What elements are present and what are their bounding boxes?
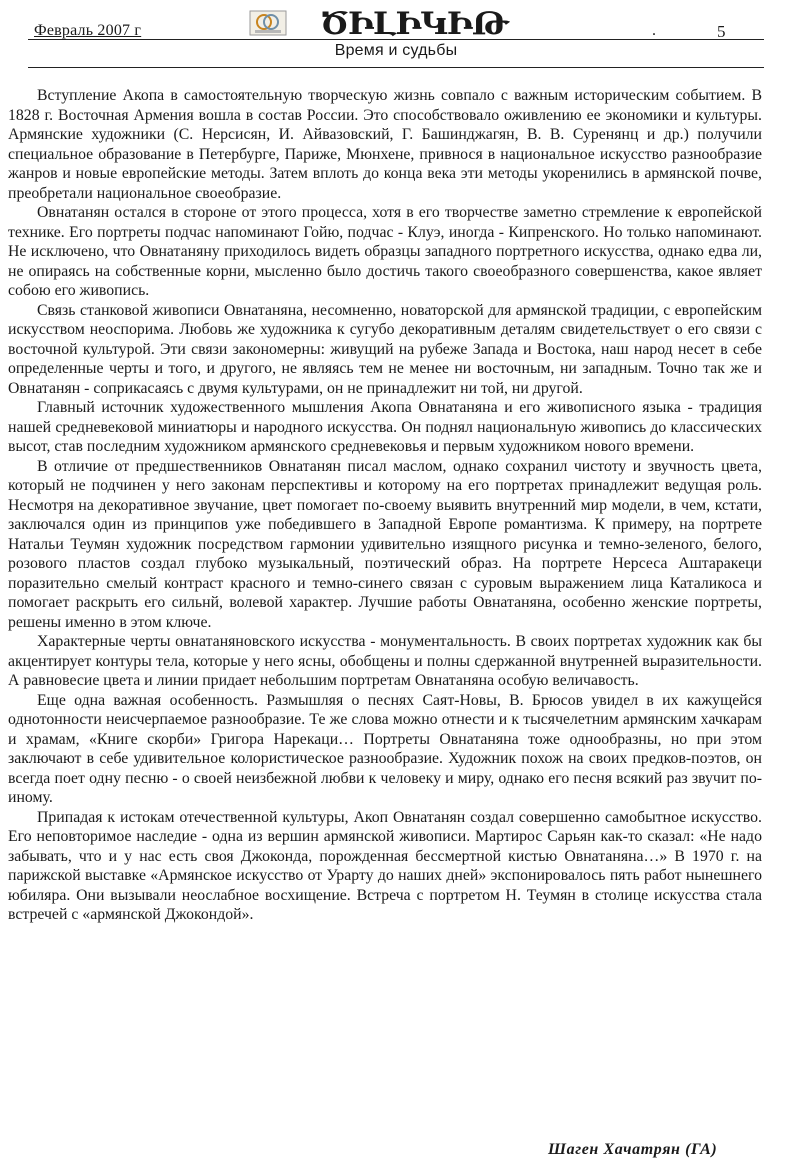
issue-date: Февраль 2007 г: [34, 22, 142, 39]
page-header: [28, 8, 764, 40]
header-rule: [28, 39, 764, 40]
article-paragraph: Связь станковой живописи Овнатаняна, несомненно, новаторской для армянской традиции, с европейским искусством неоспорима. Любовь же художника к сугубо декоративным деталям свидетельствует о его связи с восточной культурой. Эти связи закономерны: живущий на рубеже Запада и Востока, наш народ несет в себе определенные черты и того, и другого, не являясь тем не менее ни восточным, ни западным. Точно так же и Овнатанян - соприкасаясь с двумя культурами, он не принадлежит ни той, ни другой.: [8, 301, 762, 397]
article-paragraph: Вступление Акопа в самостоятельную творческую жизнь совпало с важным историческим событием. В 1828 г. Восточная Армения вошла в состав России. Это способствовало оживлению ее экономики и культуры. Армянские художники (С. Нерсисян, И. Айвазовский, Г. Башинджагян, В. В. Суренянц и др.) получили специальное образование в Петербурге, Париже, Мюнхене, привнося в национальное искусство разнообразие жанров и новые европейские методы. Затем вплоть до конца века эти методы укоренились в армянской почве, преобретали национальное своеобразие.: [8, 87, 762, 202]
section-title: Время и судьбы: [334, 42, 458, 59]
article-author: Шаген Хачатрян (ГА): [548, 1141, 718, 1158]
article-paragraph: Припадая к истокам отечественной культуры, Акоп Овнатанян создал совершенно самобытное искусство. Его неповторимое наследие - одна из вершин армянской живописи. Мартирос Сарьян как-то сказал: «Не надо забывать, что и у нас есть своя Джоконда, порожденная бессмертной кистью Овнатаняна…» В 1970 г. на парижской выставке «Армянское искусство от Урарту до наших дней» экспонировалось пять работ нынешнего юбиляра. Они вызывали неослабное восхищение. Встреча с портретом Н. Теумян в столице искусства стала встречей с «армянской Джокондой».: [8, 808, 762, 923]
newspaper-masthead: ԾԻԼԻԿԻԹ: [320, 6, 508, 42]
section-rule: [28, 67, 764, 68]
article-body: [8, 86, 762, 925]
article-paragraph: Еще одна важная особенность. Размышляя о песнях Саят-Новы, В. Брюсов увидел в их кажущейся однотонности неисчерпаемое разнообразие. Те же слова можно отнести и к тысячелетним армянским хачкарам и храмам, «Книге скорби» Григора Нарекаци… Портреты Овнатаняна тоже однообразны, но при этом заключают в себе удивительное колористическое разнообразие. Художник похож на своих предков-поэтов, он всегда поет одну песню - о своей неизбежной любви к человеку и миру, однако его песня всякий раз звучит по-иному.: [8, 691, 762, 806]
page-number: 5: [717, 22, 726, 41]
article-paragraph: Характерные черты овнатаняновского искусства - монументальность. В своих портретах художник как бы акцентирует контуры тела, которые у него ясны, обобщены и полны сдержанной внутренней выразительности. А равновесие цвета и линии придает небольшим портретам Овнатаняна особую величавость.: [8, 633, 762, 689]
newspaper-emblem-icon: [249, 10, 287, 36]
article-paragraph: Овнатанян остался в стороне от этого процесса, хотя в его творчестве заметно стремление к европейской технике. Его портреты подчас напоминают Гойю, подчас - Клуэ, иногда - Кипренского. Но только напоминают. Не исключено, что Овнатаняну приходилось видеть образцы западного портретного искусства, однако едва ли, не опираясь на собственные корни, мысленно было достичь такого своеобразного совершенства, какое являет собою его живопись.: [8, 204, 762, 299]
header-dot: .: [652, 22, 656, 39]
article-paragraph: Главный источник художественного мышления Акопа Овнатаняна и его живописного языка - традиция нашей средневековой миниатюры и народного искусства. Он поднял национальную живопись до классических высот, став последним художником армянского средневековья и первым художником нового времени.: [8, 399, 762, 455]
article-paragraph: В отличие от предшественников Овнатанян писал маслом, однако сохранил чистоту и звучность цвета, который не подчинен у него законам перспективы и которому на его портретах принадлежит ведущая роль. Несмотря на декоративное звучание, цвет помогает по-своему выявить внутренний мир модели, в чем, кстати, заключался один из принципов уже победившего в Западной Европе романтизма. К примеру, на портрете Натальи Теумян художник посредством гармонии удивительно изящного рисунка и темно-зеленого, белого, розового пластов создал глубоко музыкальный, поэтический образ. На портрете Нерсеса Аштаракеци поразительно смелый контраст красного и темно-синего связан с суровым выражением лица Каталикоса и помогает раскрыть его сильнй, волевой характер. Лучшие работы Овнатаняна, особенно женские портреты, решены именно в этом ключе.: [8, 457, 762, 631]
